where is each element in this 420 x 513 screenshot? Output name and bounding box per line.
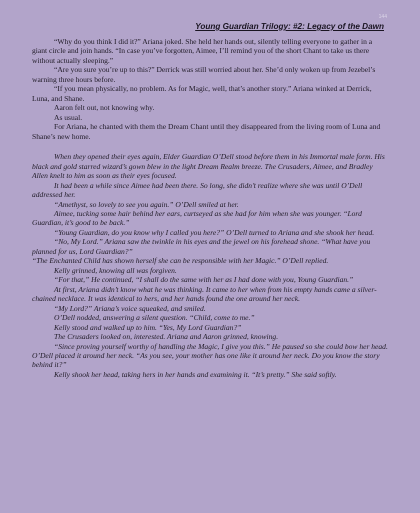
section-one — [32, 37, 388, 141]
paragraph: For Ariana, he chanted with them the Dream Chant until they disappeared from the living room of Luna and Shane’s new home. — [32, 122, 381, 141]
paragraph: “Why do you think I did it?” Ariana joked. She held her hands out, silently telling everyone to gather in a giant circle and join hands. “In case you’ve forgotten, Aimee, I’ll remind you of the short Chant to take us there without actually sleeping.” — [32, 37, 373, 65]
paragraph: Aaron felt out, not knowing why. — [54, 103, 155, 113]
paragraph: The Crusaders looked on, interested. Ariana and Aaron grinned, knowing. — [54, 332, 279, 342]
paragraph: Kelly stood and walked up to him. “Yes, My Lord Guardian?” — [54, 322, 242, 332]
page-body — [32, 37, 388, 379]
section-break — [32, 141, 388, 152]
paragraph: “My Lord?” Ariana’s voice squeaked, and smiled. — [54, 303, 206, 313]
paragraph: “Amethyst, so lovely to see you again.” O’Dell smiled at her. — [54, 199, 239, 209]
paragraph: “No, My Lord.” Ariana saw the twinkle in his eyes and the jewel on his forehead shone. “What have you planned for us, Lord Guardian?” — [32, 237, 371, 256]
page-number: 144 — [378, 14, 387, 20]
section-two — [32, 152, 388, 379]
paragraph: O’Dell nodded, answering a silent question. “Child, come to me.” — [54, 313, 255, 323]
paragraph: “Since proving yourself worthy of handling the Magic, I give you this.” He paused so she could bow her head. O’Dell placed it around her neck. “As you see, your mother has one like it around her neck. Do you know the story behind it?” — [32, 341, 388, 370]
paragraph: It had been a while since Aimee had been there. So long, she didn’t realize where she was until O’Dell addressed her. — [32, 180, 363, 200]
paragraph: At first, Ariana didn’t know what he was thinking. It came to her when from his empty hands came a silver-chained necklace. It was identical to hers, and her hands found the one around her neck. — [32, 284, 377, 304]
paragraph: Kelly shook her head, taking hers in her hands and examining it. “It’s pretty.” She said softly. — [54, 369, 337, 379]
paragraph: When they opened their eyes again, Elder Guardian O’Dell stood before them in his Immortal male form. His black and gold starred wizard’s gown blew in the light Dream Realm breeze. The Crusaders, Aimee, and Bradley Allen knelt to him as soon as their eyes focused. — [32, 152, 385, 181]
paragraph: As usual. — [54, 112, 83, 122]
running-header-title: Young Guardian Trilogy: #2: Legacy of the Dawn — [195, 22, 384, 31]
paragraph: “For that,” He continued, “I shall do the same with her as I had done with you, Young Guardian.” — [54, 275, 354, 285]
paragraph: “Are you sure you’re up to this?” Derrick was still worried about her. She’d only woken up from Jezebel’s warning three hours before. — [32, 65, 376, 84]
paragraph: “If you mean physically, no problem. As for Magic, well, that’s another story.” Ariana winked at Derrick, Luna, and Shane. — [32, 84, 372, 103]
paragraph: “The Enchanted Child has shown herself she can be responsible with her Magic.” O’Dell replied. — [32, 256, 329, 266]
paragraph: “Young Guardian, do you know why I called you here?” O’Dell turned to Ariana and she shook her head. — [54, 227, 375, 237]
paragraph: Kelly grinned, knowing all was forgiven. — [54, 265, 177, 275]
paragraph: Aimee, tucking some hair behind her ears, curtseyed as she had for him when she was younger. “Lord Guardian, it’s good to be back.” — [32, 208, 362, 228]
